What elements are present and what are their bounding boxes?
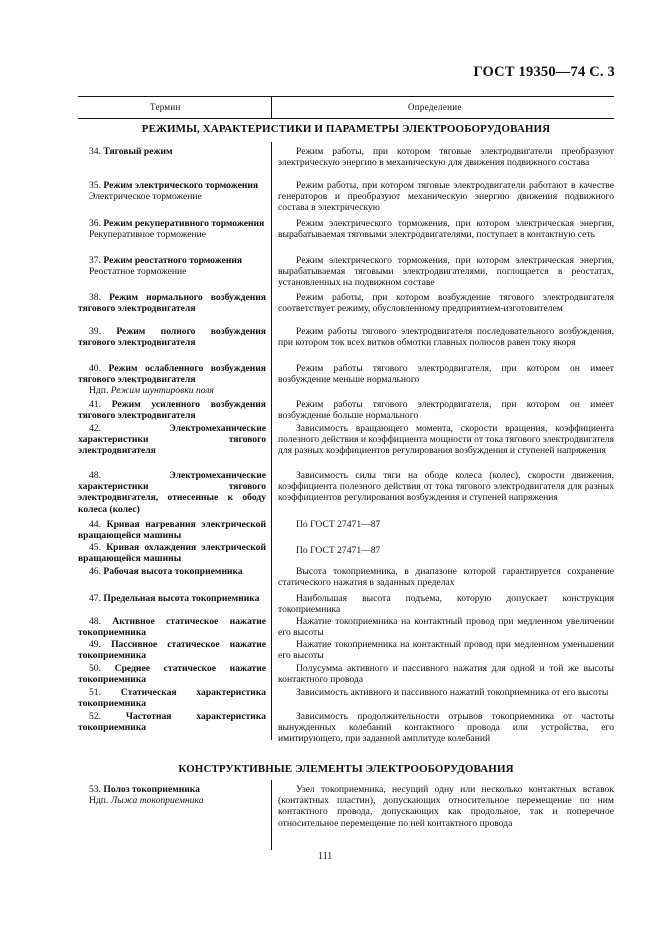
- definition-text: Режим электрического торможения, при котором электрическая энергия, вырабатываемая тяговыми электродвигателями, поступает в контактную сеть: [278, 218, 614, 241]
- term-cell: [78, 711, 266, 733]
- definition-text: Высота токоприемника, в диапазоне которой гарантируется сохранение статического нажатия в заданных пределах: [278, 566, 614, 589]
- definition-text: Зависимость активного и пассивного нажатий токоприемника от его высоты: [296, 687, 609, 698]
- term-cell: [78, 255, 266, 277]
- term-number: 36.: [89, 218, 101, 229]
- term-name: Электромеханические характеристики тягового электродвигателя: [78, 423, 266, 457]
- term-name: Режим реостатного торможения: [103, 255, 243, 266]
- page-number: 111: [318, 851, 333, 862]
- term-cell: [78, 616, 266, 638]
- term-number: 42.: [89, 423, 101, 434]
- term-synonym: Реостатное торможение: [89, 266, 187, 278]
- term-name: Полоз токоприемника: [103, 784, 200, 795]
- deprecated-term-text: Режим шунтировки поля: [110, 385, 214, 397]
- section-title: РЕЖИМЫ, ХАРАКТЕРИСТИКИ И ПАРАМЕТРЫ ЭЛЕКТРООБОРУДОВАНИЯ: [141, 123, 551, 135]
- definition-text: Наибольшая высота подъема, которую допускает конструкция токоприемника: [278, 593, 614, 616]
- term-cell: [78, 784, 266, 806]
- term-name: Режим нормального возбуждения тягового электродвигателя: [78, 292, 266, 315]
- term-cell: [78, 399, 266, 421]
- definition-text: Полусумма активного и пассивного нажатия для одной и той же высоты контактного провода: [278, 663, 614, 686]
- column-header-term: Термин: [150, 102, 181, 112]
- term-number: 51.: [89, 687, 101, 698]
- term-cell: [78, 542, 266, 564]
- term-name: Режим рекуперативного торможения: [103, 218, 265, 229]
- deprecated-term-text: Лыжа токоприемника: [110, 795, 204, 807]
- term-number: 41.: [89, 399, 101, 410]
- term-name: Кривая нагревания электрической вращающейся машины: [78, 519, 266, 542]
- term-cell: [78, 639, 266, 661]
- term-number: 49.: [89, 639, 101, 650]
- term-cell: [78, 687, 266, 709]
- term-number: 50.: [89, 663, 101, 674]
- term-cell: [78, 519, 266, 541]
- deprecated-label: Ндп.: [89, 795, 109, 807]
- definition-text: По ГОСТ 27471—87: [296, 519, 381, 530]
- definition-text: Режим работы тягового электродвигателя последовательного возбуждения, при котором ток всех витков обмотки главных полюсов равен току якоря: [278, 326, 614, 349]
- deprecated-term: [78, 795, 266, 806]
- term-name: Рабочая высота токоприемника: [103, 566, 243, 577]
- term-name: Режим усиленного возбуждения тягового электродвигателя: [78, 399, 266, 422]
- term-number: 47.: [89, 593, 101, 604]
- term-name: Предельная высота токоприемника: [103, 593, 260, 604]
- term-name: Пассивное статическое нажатие токоприемника: [78, 639, 266, 662]
- term-name: Режим полного возбуждения тягового электродвигателя: [78, 326, 266, 349]
- page-header: ГОСТ 19350—74 С. 3: [473, 64, 615, 80]
- term-cell: [78, 146, 266, 157]
- table-header: [78, 96, 614, 119]
- term-number: 44.: [89, 519, 101, 530]
- term-name: Режим электрического торможения: [103, 180, 259, 191]
- term-number: 37.: [89, 255, 101, 266]
- definition-text: Режим электрического торможения, при котором электрическая энергия, вырабатываемая тяговыми электродвигателями, поглощается в реостатах, установленных на подвижном составе: [278, 255, 614, 289]
- term-cell: [78, 292, 266, 314]
- term-number: 45.: [89, 542, 101, 553]
- deprecated-term: [78, 385, 266, 396]
- term-synonym: Электрическое торможение: [89, 191, 202, 203]
- definition-text: Нажатие токоприемника на контактный провод при медленном уменьшении его высоты: [278, 639, 614, 662]
- column-divider: [271, 142, 272, 740]
- definition-text: Нажатие токоприемника на контактный провод при медленном увеличении его высоты: [278, 616, 614, 639]
- column-divider: [271, 780, 272, 850]
- term-number: 38.: [89, 292, 101, 303]
- term-number: 35.: [89, 180, 101, 191]
- definition-text: Режим работы, при котором возбуждение тягового электродвигателя соответствует режиму, обусловленному предприятием-изготовителем: [278, 292, 614, 315]
- term-name: Активное статическое нажатие токоприемника: [78, 616, 266, 639]
- term-number: 34.: [89, 146, 101, 157]
- definition-text: Режим работы тягового электродвигателя, при котором он имеет возбуждение больше нормального: [278, 399, 614, 422]
- term-number: 53.: [89, 784, 101, 795]
- definition-text: Режим работы тягового электродвигателя, при котором он имеет возбуждение меньше нормального: [278, 363, 614, 386]
- term-number: 46.: [89, 566, 101, 577]
- term-cell: [78, 180, 266, 202]
- definition-text: По ГОСТ 27471—87: [296, 545, 381, 556]
- term-number: 48.: [89, 616, 101, 627]
- term-cell: [78, 363, 266, 397]
- definition-text: Зависимость вращающего момента, скорости вращения, коэффициента полезного действия и коэффициента мощности от тока тягового электродвигателя для разных коэффициентов регулирования возбуждения и ступеней напряжения: [278, 423, 614, 457]
- term-cell: [78, 566, 266, 577]
- term-cell: [78, 593, 266, 604]
- term-name: Кривая охлаждения электрической вращающейся машины: [78, 542, 266, 565]
- term-number: 39.: [89, 326, 101, 337]
- term-number: 40.: [89, 363, 101, 374]
- term-number: 48.: [89, 470, 101, 481]
- column-divider: [271, 97, 272, 118]
- definition-text: Зависимость силы тяги на ободе колеса (колес), скорости движения, коэффициента полезного действия от тока тягового электродвигателя для разных коэффициентов регулирования возбуждения и ступеней напряжения: [278, 470, 614, 504]
- deprecated-label: Ндп.: [89, 385, 109, 397]
- term-number: 52.: [89, 711, 101, 722]
- term-cell: [78, 218, 266, 240]
- term-cell: [78, 423, 266, 457]
- term-name: Частотная характеристика токоприемника: [78, 711, 266, 734]
- term-name: Среднее статическое нажатие токоприемника: [78, 663, 266, 686]
- term-cell: [78, 663, 266, 685]
- term-name: Электромеханические характеристики тягового электродвигателя, отнесенные к ободу колеса (колес): [78, 470, 266, 515]
- definition-text: Режим работы, при котором тяговые электродвигатели преобразуют электрическую энергию в механическую для движения подвижного состава: [278, 146, 614, 169]
- column-header-definition: Определение: [408, 102, 462, 112]
- definition-text: Узел токоприемника, несущий одну или несколько контактных вставок (контактных пластин), допускающих относительное перемещение по ним контактного провода, допускающих как продольное, так и поперечное относительное перемещение по ней контактного провода: [278, 784, 614, 829]
- term-cell: [78, 470, 266, 515]
- term-name: Режим ослабленного возбуждения тягового электродвигателя: [78, 363, 266, 386]
- term-cell: [78, 326, 266, 348]
- section-title: КОНСТРУКТИВНЫЕ ЭЛЕМЕНТЫ ЭЛЕКТРООБОРУДОВАНИЯ: [178, 763, 514, 775]
- term-synonym: Рекуперативное торможение: [89, 229, 206, 241]
- definition-text: Режим работы, при котором тяговые электродвигатели работают в качестве генераторов и преобразуют механическую энергию движения подвижного состава в электрическую: [278, 180, 614, 214]
- definition-text: Зависимость продолжительности отрывов токоприемника от частоты вынужденных колебаний контактного провода или устройства, его имитирующего, при заданной амплитуде колебаний: [278, 711, 614, 745]
- term-name: Тяговый режим: [103, 146, 173, 157]
- term-name: Статическая характеристика токоприемника: [78, 687, 266, 710]
